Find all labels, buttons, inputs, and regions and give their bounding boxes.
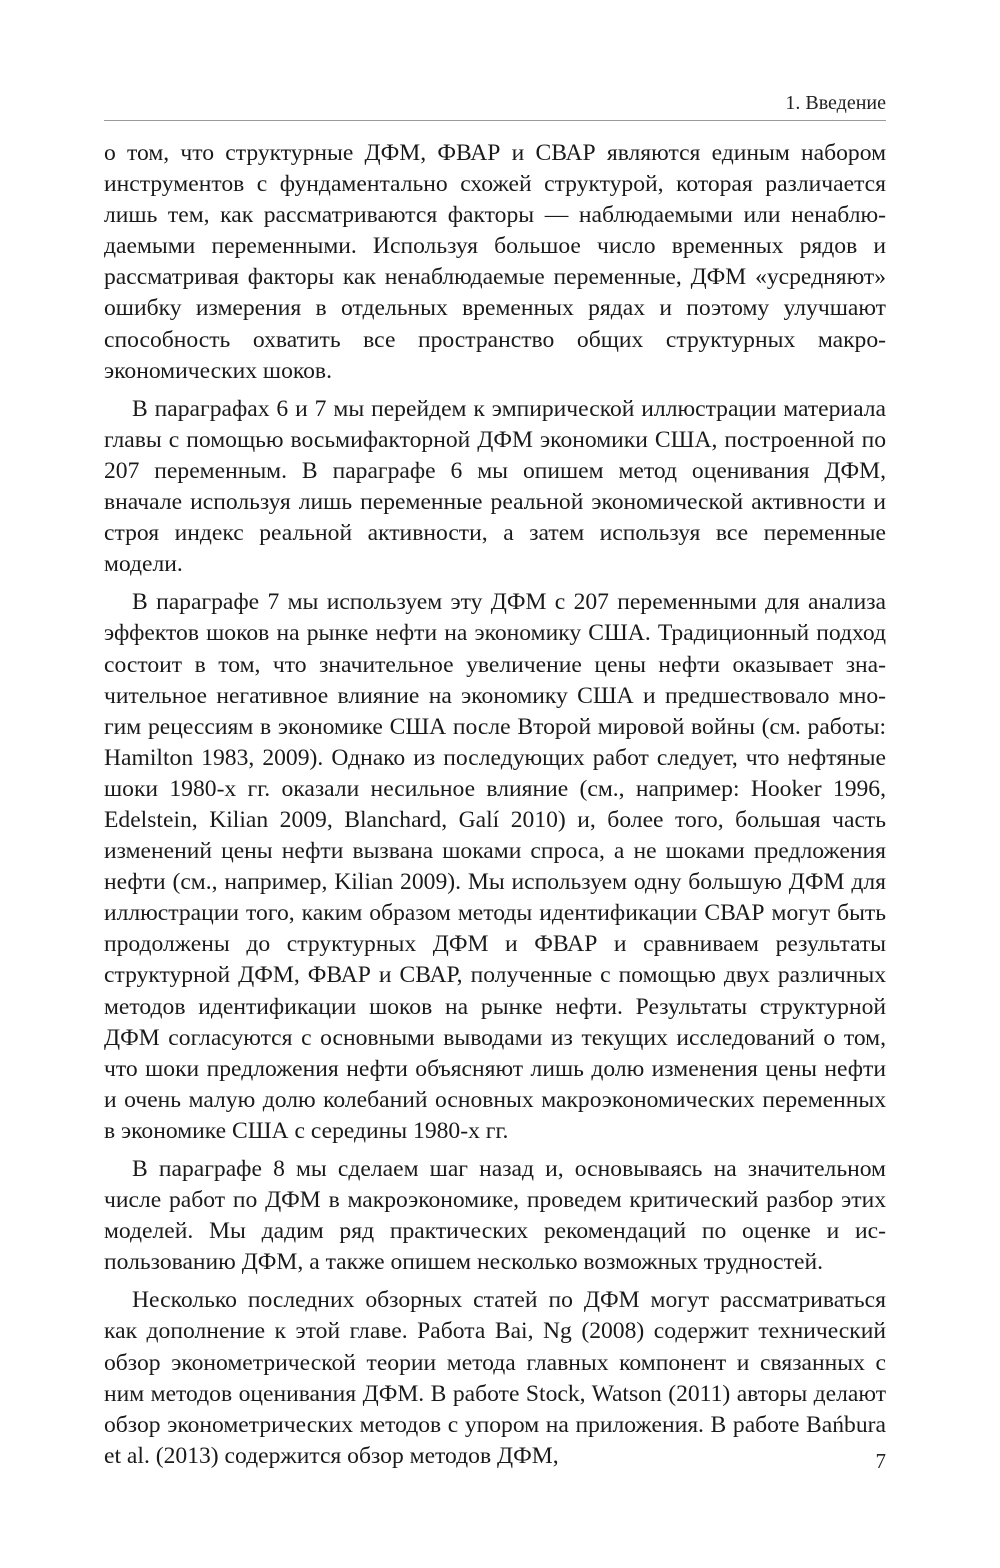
paragraph-section-7-oil: В параграфе 7 мы используем эту ДФМ с 207 переменными для анализа эффектов шоков на рынке нефти на экономику США. Традиционный подход состоит в том, что значительное увеличение цены нефти оказывает значительное негативное влияние на экономику США и предшествовало многим рецессиям в экономике США после Второй мировой войны (см. работы: Hamilton 1983, 2009). Однако из последующих работ следует, что нефтяные шоки 1980-х гг. оказали несильное влияние (см., например: Hooker 1996, Edelstein, Kilian 2009, Blanchard, Galí 2010) и, более того, большая часть изменений цены нефти вызвана шоками спроса, а не шоками предложения нефти (см., например, Kilian 2009). Мы используем одну большую ДФМ для иллюстрации того, каким образом методы идентификации СВАР могут быть продолжены до структурных ДФМ и ФВАР и сравниваем результаты структурной ДФМ, ФВАР и СВАР, полученные с помощью двух различных методов идентификации шоков на рынке нефти. Результаты структурной ДФМ согласуются с основными выводами из текущих исследований о том, что шоки предложения нефти объясняют лишь долю изменения цены нефти и очень малую долю колебаний основных макроэкономических переменных в экономике США с середины 1980-х гг. [104,589,886,1144]
chapter-title: 1. Введение [785,92,886,114]
running-header [104,88,886,121]
page-number: 7 [875,1449,886,1473]
paragraph-continued: о том, что структурные ДФМ, ФВАР и СВАР являются единым набором инструментов с фундаментально схожей структурой, которая различается лишь тем, как рассматриваются факторы — наблюдаемыми или ненаблюдаемыми переменными. Используя большое число временных рядов и рассматривая факторы как ненаблюдаемые переменные, ДФМ «усредняют» ошибку измерения в отдельных временных рядах и поэтому улучшают способность охватить все пространство общих структурных макроэкономических шоков. [104,140,886,384]
body-text [104,138,886,1479]
paragraph-section-8: В параграфе 8 мы сделаем шаг назад и, основываясь на значительном числе работ по ДФМ в макроэкономике, проведем критический разбор этих моделей. Мы дадим ряд практических рекомендаций по оценке и использованию ДФМ, а также опишем несколько возможных трудностей. [104,1156,886,1276]
paragraph-sections-6-7: В параграфах 6 и 7 мы перейдем к эмпирической иллюстрации материала главы с помощью восьмифакторной ДФМ экономики США, построенной по 207 переменным. В параграфе 6 мы опишем метод оценивания ДФМ, вначале используя лишь переменные реальной экономической активности и строя индекс реальной активности, а затем используя все переменные модели. [104,395,886,578]
paragraph-reviews: Несколько последних обзорных статей по ДФМ могут рассматриваться как дополнение к этой главе. Работа Bai, Ng (2008) содержит технический обзор эконометрической теории метода главных компонент и связанных с ним методов оценивания ДФМ. В работе Stock, Watson (2011) авторы делают обзор эконометрических методов с упором на приложения. В работе Bańbura et al. (2013) содержится обзор методов ДФМ, [104,1287,886,1469]
